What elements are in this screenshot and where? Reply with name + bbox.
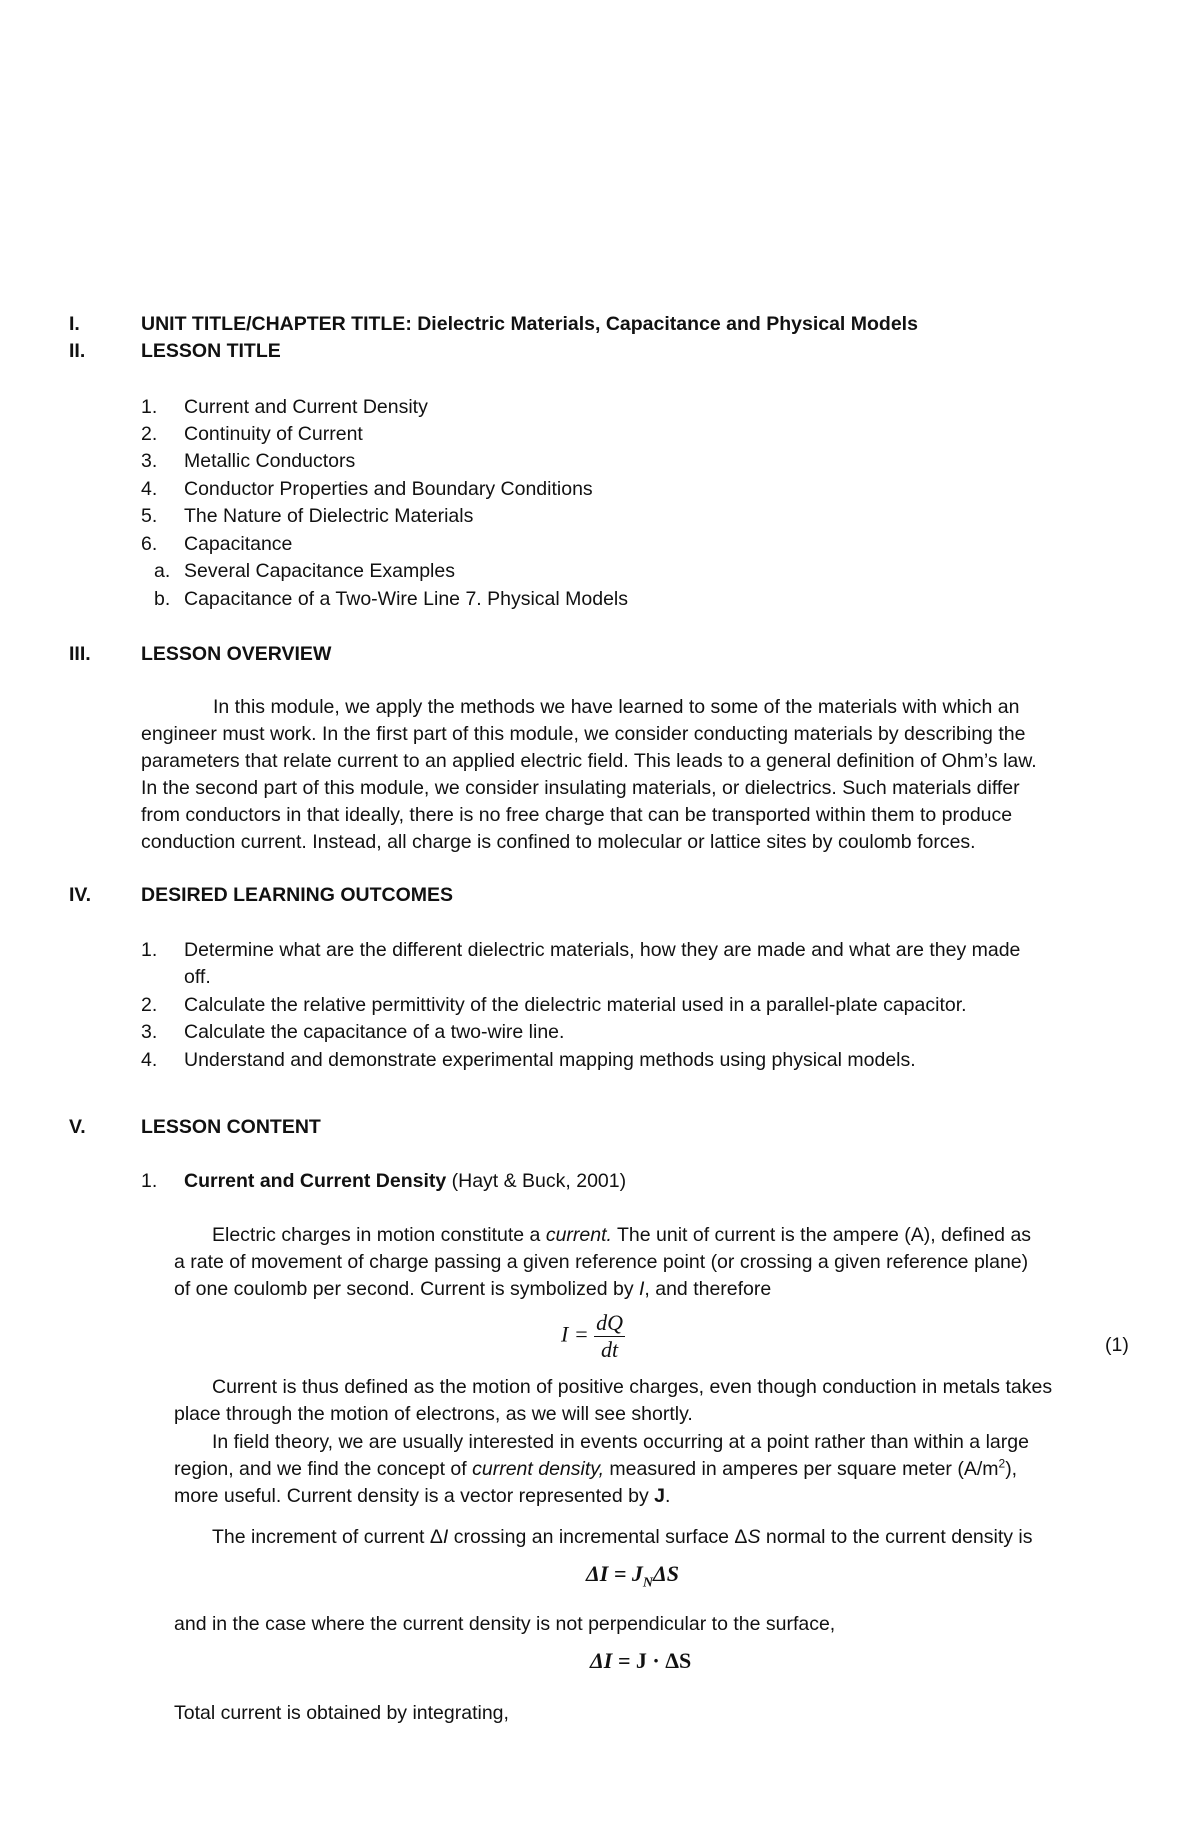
equation-increment-normal: $\Delta I = J_N\Delta S$: [586, 1561, 680, 1591]
topic-citation: (Hayt & Buck, 2001): [446, 1170, 627, 1192]
overview-heading: LESSON OVERVIEW: [141, 643, 332, 665]
topic-title: Current and Current Density: [184, 1170, 447, 1192]
section-numeral-4: IV.: [69, 884, 92, 906]
current-motion-paragraph: Current is thus defined as the motion of positive charges, even though conduction in metals takes place through the motion of electrons, as we will see shortly.: [174, 1376, 1053, 1425]
total-current-paragraph: Total current is obtained by integrating,: [174, 1702, 509, 1724]
section-numeral-3: III.: [69, 643, 91, 665]
lesson-title-heading: LESSON TITLE: [141, 340, 281, 362]
current-definition-paragraph: Electric charges in motion constitute a current. The unit of current is the ampere (A), defined as a rate of movement of charge passing a given reference point (or crossing a given reference plane) of one coulomb per second. Current is symbolized by I, and therefore: [174, 1224, 1032, 1300]
section-numeral-2: II.: [69, 340, 86, 362]
unit-title: UNIT TITLE/CHAPTER TITLE: Dielectric Materials, Capacitance and Physical Models: [141, 313, 918, 335]
equation-current-definition: I = $\frac{dQ}{dt}$: [561, 1310, 624, 1362]
section-numeral-1: I.: [69, 313, 80, 335]
equation-number: (1): [1105, 1334, 1129, 1356]
current-density-paragraph: In field theory, we are usually interested in events occurring at a point rather than within a large region, and we find the concept of current density, measured in amperes per square meter $(A/m^2)$, more useful. Current density is a vector represented by J.: [174, 1431, 1029, 1507]
equation-increment-dot: ΔI = J · ΔS: [590, 1648, 692, 1673]
overview-paragraph: In this module, we apply the methods we have learned to some of the materials with which an engineer must work. In the first part of this module, we consider conducting materials by describing the parameters that relate current to an applied electric field. This leads to a general definition of Ohm’s law. In the second part of this module, we consider insulating materials, or dielectrics. Such materials differ from conductors in that ideally, there is no free charge that can be transported within them to produce conduction current. Instead, all charge is confined to molecular or lattice sites by coulomb forces.: [141, 696, 1037, 853]
non-perpendicular-paragraph: and in the case where the current density is not perpendicular to the surface,: [174, 1613, 836, 1635]
section-numeral-5: V.: [69, 1116, 86, 1138]
outcomes-heading: DESIRED LEARNING OUTCOMES: [141, 884, 454, 906]
increment-paragraph: The increment of current ΔI crossing an incremental surface ΔS normal to the current density is: [212, 1526, 1033, 1548]
content-heading: LESSON CONTENT: [141, 1116, 321, 1138]
